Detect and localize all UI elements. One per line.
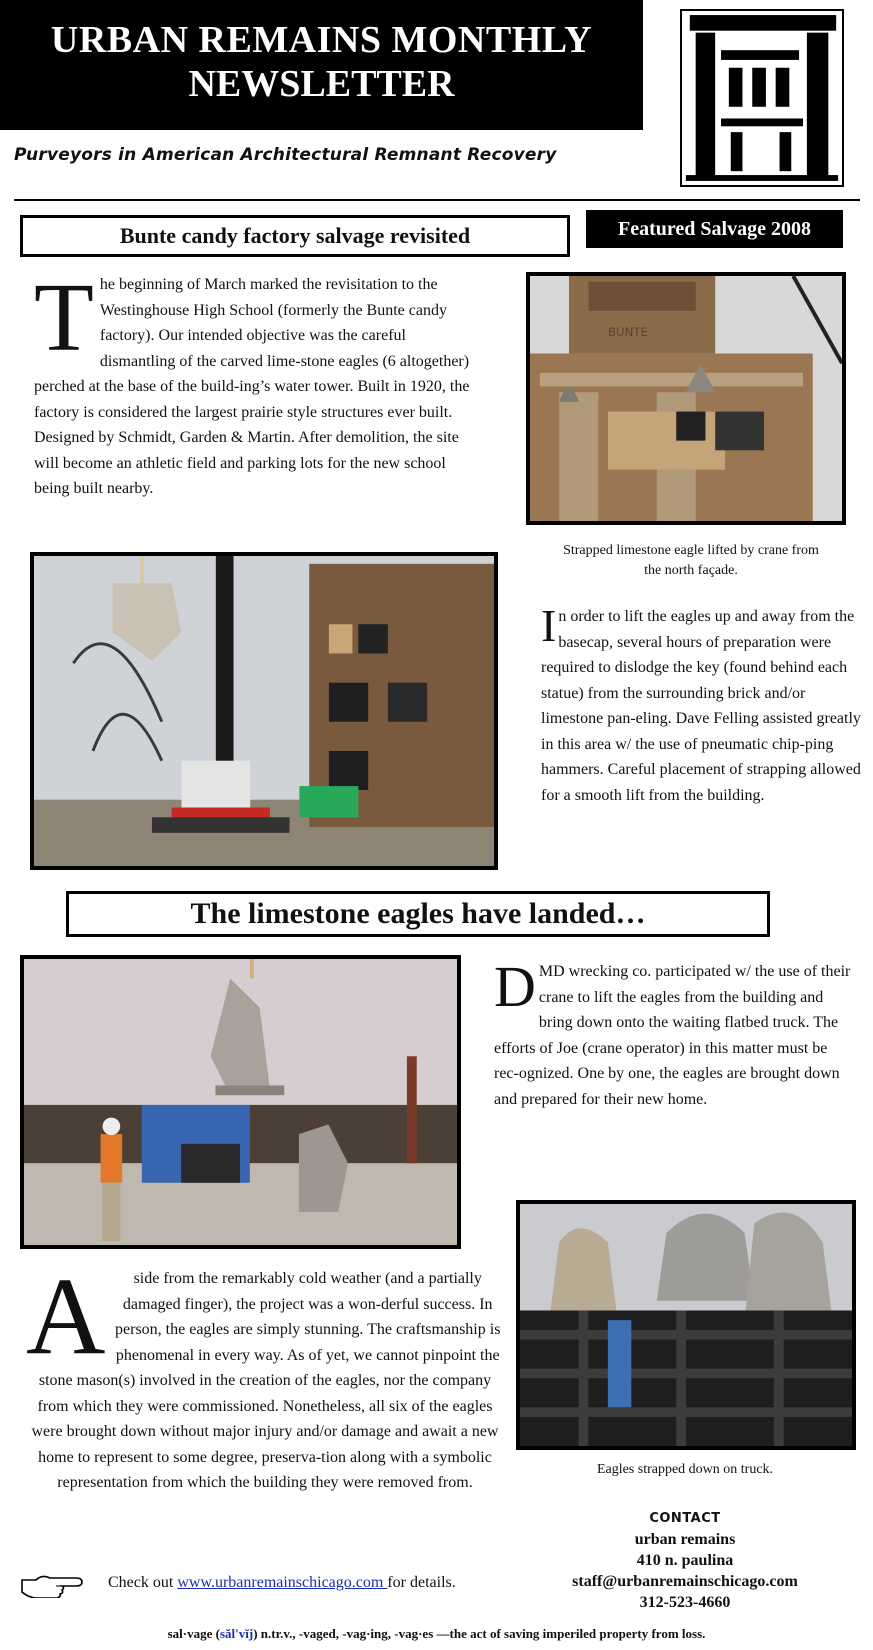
- salvage-definition: [0, 1626, 873, 1642]
- photo-factory-tower: [526, 272, 846, 525]
- header-divider: [14, 199, 860, 201]
- definition-word: sal·vage (: [167, 1626, 220, 1641]
- newsletter-title-line1: URBAN REMAINS MONTHLY: [50, 19, 593, 61]
- article2-intro-paragraph: [494, 954, 854, 1112]
- dropcap-i: I: [541, 600, 557, 651]
- pointing-hand-icon: [20, 1570, 86, 1598]
- photo-crane-lifting-eagle: [30, 552, 498, 870]
- article2-intro-text: MD wrecking co. participated w/ the use of their crane to lift the eagles from the building and bring down onto the waiting flatbed truck. The efforts of Joe (crane operator) in this matter must be rec-ognized. One by one, the eagles are brought down and prepared for their new home.: [494, 963, 851, 1108]
- building-column-icon: [682, 11, 842, 185]
- article1-second-paragraph: [541, 600, 868, 808]
- photo-eagle-landing: [20, 955, 461, 1249]
- checkout-prefix: Check out: [108, 1574, 178, 1591]
- photo4-caption: Eagles strapped down on truck.: [596, 1462, 774, 1477]
- article2-heading: The limestone eagles have landed…: [66, 891, 770, 937]
- logo-building-image: [680, 9, 844, 187]
- masthead-banner: [0, 0, 643, 130]
- definition-rest: ) n.tr.v., -vaged, -vag·ing, -vag·es —the act of saving imperiled property from loss.: [253, 1626, 706, 1641]
- featured-salvage-badge: Featured Salvage 2008: [586, 210, 843, 248]
- definition-pronunciation: săl'vĭj: [219, 1626, 254, 1641]
- article2-second-paragraph: [26, 1255, 504, 1496]
- tagline: Purveyors in American Architectural Remnant Recovery: [14, 145, 557, 165]
- contact-email[interactable]: staff@urbanremainschicago.com: [572, 1573, 798, 1590]
- checkout-line: [108, 1570, 528, 1596]
- article1-intro-text: he beginning of March marked the revisitation to the Westinghouse High School (formerly the Bunte candy factory). Our intended objective was the careful dismantling of the carved lime-stone eagles (6 altogether) perched at the base of the build-ing’s water tower. Built in 1920, the factory is considered the largest prairie style structures ever built. Designed by Schmidt, Garden & Martin. After demolition, the site will become an athletic field and parking lots for the new school being built nearby.: [34, 276, 470, 497]
- article1-intro-paragraph: [34, 264, 479, 502]
- contact-label: CONTACT: [649, 1511, 721, 1526]
- checkout-suffix: for details.: [387, 1574, 456, 1591]
- article1-second-text: n order to lift the eagles up and away from the basecap, several hours of preparation were required to dislodge the key (found behind each statue) from the surrounding brick and/or limestone pan-eling. Dave Felling assisted greatly in this area w/ the use of pneumatic chip-ping hammers. Careful placement of strapping allowed for a smooth lift from the building.: [541, 608, 861, 804]
- contact-phone: 312-523-4660: [639, 1594, 731, 1611]
- contact-name: urban remains: [634, 1531, 736, 1548]
- photo1-caption: Strapped limestone eagle lifted by crane from the north façade.: [563, 543, 819, 578]
- article1-heading: Bunte candy factory salvage revisited: [20, 215, 570, 257]
- dropcap-d: D: [494, 954, 536, 1019]
- contact-address: 410 n. paulina: [636, 1552, 734, 1569]
- dropcap-a: A: [26, 1255, 106, 1377]
- contact-block: [545, 1508, 825, 1613]
- photo-eagles-on-truck: [516, 1200, 856, 1450]
- article2-second-text: side from the remarkably cold weather (and a partially damaged finger), the project was a won-derful success. In person, the eagles are simply stunning. The craftsmanship is phenomenal in every way. As of yet, we cannot pinpoint the stone mason(s) involved in the creation of the eagles, nor the company from which they were commissioned. Nonetheless, all six of the eagles were brought down without major injury and/or damage and await a new home to represent to some degree, preserva-tion along with a symbolic representation from which the building they were removed from.: [31, 1270, 501, 1491]
- dropcap-t: T: [34, 264, 94, 372]
- newsletter-title-line2: NEWSLETTER: [188, 63, 455, 105]
- website-link[interactable]: www.urbanremainschicago.com: [177, 1574, 388, 1591]
- bunte-sign: BUNTE: [608, 325, 648, 340]
